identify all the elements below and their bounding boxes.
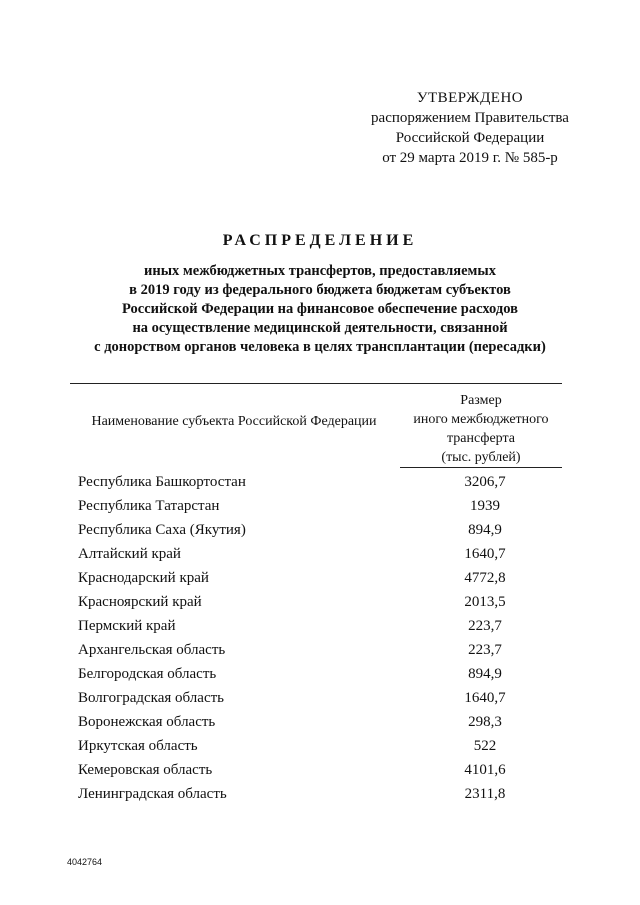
table-row (70, 544, 562, 568)
transfer-amount: 522 (473, 738, 497, 754)
table-row (70, 784, 562, 808)
approval-heading: УТВЕРЖДЕНО (416, 90, 524, 106)
region-name: Красноярский край (78, 594, 202, 610)
region-name: Белгородская область (78, 666, 217, 682)
transfer-amount: 4101,6 (464, 762, 506, 778)
approval-line: от 29 марта 2019 г. № 585-р (382, 150, 558, 166)
region-name: Пермский край (78, 618, 176, 634)
table-row (70, 712, 562, 736)
transfer-amount: 223,7 (468, 642, 502, 658)
transfer-amount: 894,9 (468, 666, 502, 682)
table-row (70, 688, 562, 712)
approval-line: Российской Федерации (395, 130, 545, 146)
transfer-amount: 1640,7 (464, 546, 506, 562)
subtitle-line: с донорством органов человека в целях трансплантации (пересадки) (94, 339, 546, 355)
transfer-amount: 2311,8 (464, 786, 506, 802)
table-body (70, 472, 562, 808)
column-header-line: иного межбюджетного (413, 412, 549, 427)
transfer-amount: 2013,5 (464, 594, 506, 610)
region-name: Воронежская область (78, 714, 216, 730)
column-header-region: Наименование субъекта Российской Федерации (91, 414, 377, 429)
transfer-amount: 4772,8 (464, 570, 506, 586)
table-row (70, 568, 562, 592)
table-row (70, 664, 562, 688)
region-name: Иркутская область (78, 738, 198, 754)
column-header-line: (тыс. рублей) (400, 448, 562, 468)
region-name: Волгоградская область (78, 690, 224, 706)
approval-block (320, 88, 620, 168)
table-row (70, 496, 562, 520)
table-row (70, 616, 562, 640)
region-name: Алтайский край (78, 546, 181, 562)
subtitle-line: Российской Федерации на финансовое обеспечение расходов (122, 301, 518, 317)
table-row (70, 640, 562, 664)
table-row (70, 520, 562, 544)
transfer-amount: 3206,7 (464, 474, 506, 490)
column-header-line: трансферта (447, 431, 515, 446)
table-row (70, 472, 562, 496)
table-row (70, 736, 562, 760)
column-header-amount (400, 384, 562, 468)
approval-line: распоряжением Правительства (371, 110, 569, 126)
document-title: РАСПРЕДЕЛЕНИЕ (222, 232, 418, 249)
region-name: Кемеровская область (78, 762, 213, 778)
transfer-amount: 298,3 (468, 714, 502, 730)
subtitle-line: иных межбюджетных трансфертов, предоставляемых (143, 263, 496, 279)
document-code: 4042764 (67, 857, 103, 867)
region-name: Республика Башкортостан (78, 474, 246, 490)
region-name: Республика Саха (Якутия) (78, 522, 246, 538)
transfer-amount: 1939 (470, 498, 500, 514)
transfer-amount: 223,7 (468, 618, 502, 634)
document-subtitle (40, 262, 600, 357)
subtitle-line: в 2019 году из федерального бюджета бюджетам субъектов (129, 282, 511, 298)
column-header-line: Размер (460, 393, 502, 408)
region-name: Краснодарский край (78, 570, 209, 586)
region-name: Ленинградская область (78, 786, 227, 802)
transfer-amount: 894,9 (468, 522, 502, 538)
table-row (70, 760, 562, 784)
transfer-amount: 1640,7 (464, 690, 506, 706)
region-name: Архангельская область (78, 642, 226, 658)
region-name: Республика Татарстан (78, 498, 220, 514)
subtitle-line: на осуществление медицинской деятельности, связанной (132, 320, 508, 336)
table-row (70, 592, 562, 616)
table-header (70, 383, 562, 465)
